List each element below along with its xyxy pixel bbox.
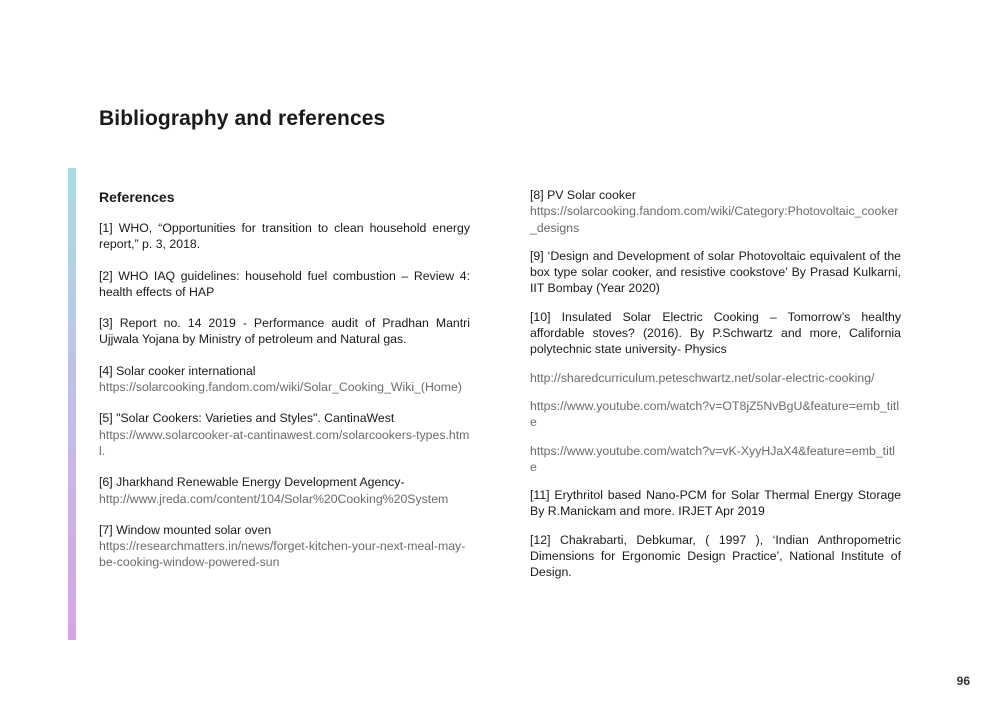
reference-10-text: [10] Insulated Solar Electric Cooking – Tomorrow’s healthy affordable stoves? (2016). By P.Schwartz and more, California polytechnic state university- Physics	[530, 309, 901, 357]
reference-8-link[interactable]: https://solarcooking.fandom.com/wiki/Category:Photovoltaic_cooker_designs	[530, 204, 899, 235]
reference-6-text: [6] Jharkhand Renewable Energy Development Agency-	[99, 475, 405, 490]
reference-10-link-1[interactable]: http://sharedcurriculum.peteschwartz.net/solar-electric-cooking/	[530, 370, 875, 385]
reference-7	[99, 522, 470, 571]
reference-6	[99, 474, 470, 507]
reference-7-link[interactable]: https://researchmatters.in/news/forget-kitchen-your-next-meal-may-be-cooking-window-powered-sun	[99, 539, 466, 570]
reference-9	[530, 248, 901, 297]
reference-12-text: [12] Chakrabarti, Debkumar, ( 1997 ), ‘Indian Anthropometric Dimensions for Ergonomic Design Practice’, National Institute of Design.	[530, 532, 901, 580]
reference-3	[99, 315, 470, 348]
reference-5-link[interactable]: https://www.solarcooker-at-cantinawest.com/solarcookers-types.html.	[99, 427, 470, 458]
reference-8	[530, 187, 901, 236]
reference-2-text: [2] WHO IAQ guidelines: household fuel combustion – Review 4: health effects of HAP	[99, 268, 470, 299]
reference-5-text: [5] "Solar Cookers: Varieties and Styles". CantinaWest	[99, 411, 395, 426]
reference-6-link[interactable]: http://www.jreda.com/content/104/Solar%20Cooking%20System	[99, 491, 449, 506]
right-column	[530, 187, 901, 593]
reference-4	[99, 363, 470, 396]
reference-1-text: [1] WHO, “Opportunities for transition to clean household energy report,” p. 3, 2018.	[99, 221, 470, 252]
reference-11	[530, 487, 901, 520]
reference-4-text: [4] Solar cooker international	[99, 363, 256, 378]
left-column	[99, 187, 470, 586]
reference-11-text: [11] Erythritol based Nano-PCM for Solar Thermal Energy Storage By R.Manickam and more. IRJET Apr 2019	[530, 488, 901, 519]
reference-3-text: [3] Report no. 14 2019 - Performance audit of Pradhan Mantri Ujjwala Yojana by Ministry of petroleum and Natural gas.	[99, 316, 470, 347]
reference-10-link-2[interactable]: https://www.youtube.com/watch?v=OT8jZ5NvBgU&feature=emb_title	[530, 398, 900, 430]
accent-bar	[68, 168, 76, 640]
reference-1	[99, 220, 470, 253]
reference-9-text: [9] ‘Design and Development of solar Photovoltaic equivalent of the box type solar cooker, and resistive cookstove’ By Prasad Kulkarni, IIT Bombay (Year 2020)	[530, 248, 901, 296]
reference-5	[99, 410, 470, 459]
reference-8-text: [8] PV Solar cooker	[530, 188, 636, 202]
reference-10-link-3[interactable]: https://www.youtube.com/watch?v=vK-XyyHJaX4&feature=emb_title	[530, 443, 895, 474]
page-number: 96	[956, 674, 970, 688]
reference-10	[530, 309, 901, 358]
reference-2	[99, 268, 470, 301]
page-title: Bibliography and references	[99, 107, 386, 130]
reference-4-link[interactable]: https://solarcooking.fandom.com/wiki/Solar_Cooking_Wiki_(Home)	[99, 380, 462, 395]
references-heading: References	[99, 189, 175, 205]
reference-12	[530, 532, 901, 581]
reference-7-text: [7] Window mounted solar oven	[99, 522, 272, 537]
